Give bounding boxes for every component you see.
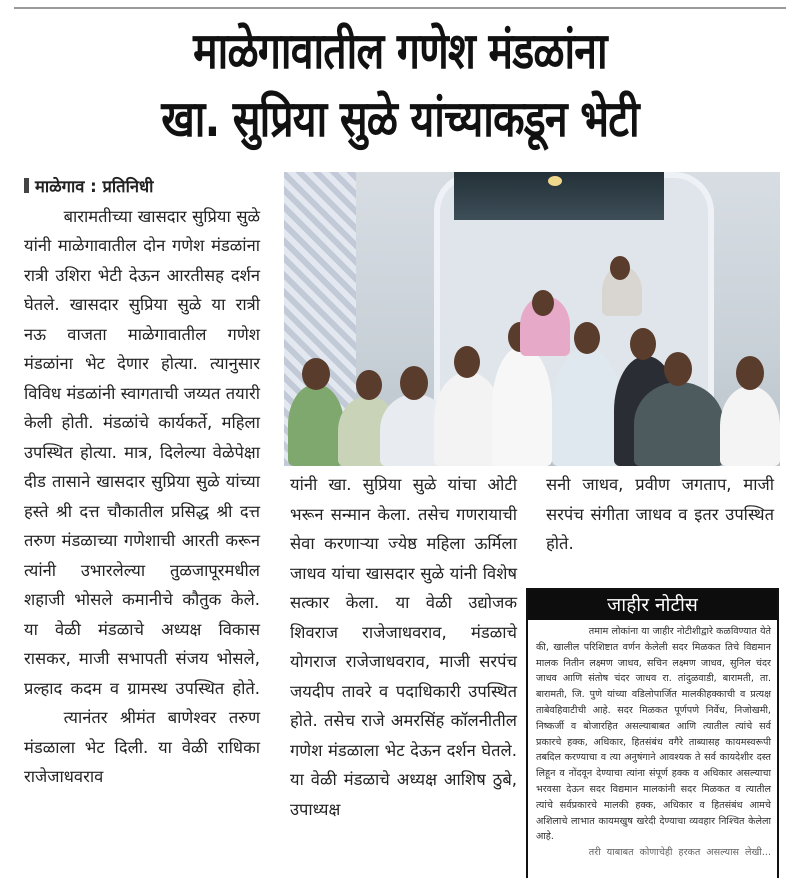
text-line: गणेश मंडळाला भेट देऊन [290, 740, 442, 760]
article-photo [284, 172, 780, 466]
lamp [548, 176, 562, 186]
notice-line: जाधव, सुनिल चंदर जाधव आणि संतोष चंदर जाधव [536, 657, 771, 685]
text-line: सुप्रिया सुळे या रात्री नऊ वाजता [24, 295, 260, 344]
text-line: राजे अमरसिंह कॉलनीतील [361, 711, 517, 730]
headline-line-2: खा. सुप्रिया सुळे यांच्याकडून भेटी [161, 90, 639, 148]
notice-line: हक्क व अधिकार असल्याचा भरवसा देऊन सदर विद्यमान [536, 768, 771, 795]
dateline-marker [24, 178, 29, 193]
headline [0, 18, 800, 152]
text-line: महिला उपस्थित होत्या. मात्र, [24, 413, 260, 462]
notice-line: तिचे विद्यमान मालक नितीन लक्ष्मण जाधव, सचिन लक्ष्मण [536, 641, 771, 669]
text-line: बारामतीच्या खासदार सुप्रिया [63, 206, 231, 226]
text-line: मंडळांनी स्वागताची जय्यत तयारी [66, 383, 260, 403]
notice-line: आहे. [536, 831, 554, 843]
text-line: सनी जाधव, प्रवीण जगताप, [546, 475, 732, 494]
text-line: उद्योजक शिवराज राजेजाधवराव, [290, 593, 517, 642]
paragraph-1 [24, 202, 260, 704]
notice-line: हक्क, अधिकार, हितसंबंध वगैरे ताब्यासह कायमस्वरूपी [567, 736, 771, 748]
notice-line-cut: तरी याबाबत कोणाचेही हरकत असल्यास लेखी... [588, 847, 771, 859]
text-line: वेळी राधिका राजेजाधवराव [24, 737, 261, 786]
text-line: त्यानंतर श्रीमंत बाणेश्वर [63, 708, 217, 727]
article-column-right [546, 470, 774, 559]
article-column-left [24, 172, 260, 792]
text-line: यांनी खा. सुप्रिया सुळे यांचा [290, 475, 477, 494]
text-line: विशेष सत्कार केला. या वेळी [290, 563, 517, 612]
notice-line: कायदेशीर दस्त लिहून व नोंदवून देण्याचा त्यांना संपूर्ण [536, 752, 771, 780]
notice-line: लाभात कायमखुष खरेदी देण्याचा व्यवहार निश्चित केलेला [571, 815, 771, 827]
text-line: माजी सरपंच जयदीप तावरे व [290, 652, 517, 701]
text-line: पदाधिकारी उपस्थित होते. तसेच [290, 681, 517, 730]
group-of-people [284, 266, 780, 466]
notice-line: येते की, खालील परिशिष्टात वर्णन केलेली सदर मिळकत [536, 626, 771, 653]
text-line: उपस्थित होते. [175, 678, 261, 698]
text-line: दिलेल्या वेळेपेक्षा दीड तासाने [24, 442, 260, 491]
text-line: सुळे यांनी माळेगावातील दोन गणेश [24, 206, 261, 255]
text-line: तसेच गणरायाची सेवा करणाऱ्या [290, 504, 517, 553]
text-line: अध्यक्ष आशिष ठुबे, उपाध्यक्ष [290, 770, 517, 819]
public-notice-box [526, 588, 779, 878]
notice-line: आहे. सदर मिळकत पूर्णपणे निर्वेध, निजोखमी, निष्कर्जी व [536, 704, 771, 732]
notice-line: वडिलोपार्जित मालकीहक्काची व प्रत्यक्ष ताबेवहिवाटीची [536, 689, 771, 716]
top-rule [14, 7, 786, 9]
notice-line: मालकांनी सदर मिळकत व त्यातील त्यांचे सर्वप्रकारचे [536, 783, 772, 811]
dateline [24, 172, 260, 202]
paragraph-3 [290, 470, 517, 824]
text-line: आरती करून त्यांनी उभारलेल्या [24, 531, 261, 580]
notice-line: तमाम लोकांना या जाहीर नोटीशीद्वारे कळविण्यात [588, 626, 757, 637]
paragraph-2 [24, 703, 260, 792]
notice-line: रा. तांदुळवाडी, बारामती, ता. बारामती, जि. पुणे यांच्या [536, 673, 771, 701]
notice-line: मालकी हक्क, अधिकार व हितसंबंध आमचे अशिलाचे [536, 799, 771, 827]
text-line: रासकर, माजी सभापती संजय [24, 649, 209, 668]
text-line: श्री दत्त तरुण मंडळाच्या गणेशाची [24, 501, 260, 550]
text-line: तुळजापूरमधील शहाजी भोसले [24, 560, 260, 609]
text-line: केली होती. मंडळांचे कार्यकर्ते, [24, 413, 213, 432]
text-line: ज्येष्ठ महिला ऊर्मिला जाधव [290, 534, 517, 583]
text-line: माळेगावातील गणेश मंडळांना भेट [24, 324, 260, 373]
article-column-middle [290, 470, 517, 824]
text-line: वेळी मंडळाचे अध्यक्ष विकास [54, 619, 260, 639]
text-line: हस्ते श्री दत्त चौकातील प्रसिद्ध [24, 501, 209, 521]
text-line: खासदार सुप्रिया सुळे यांच्या [96, 472, 260, 491]
text-line: मंडळाचे योगराज राजेजाधवराव, [290, 622, 517, 671]
notice-line: बोजारहित असल्याबाबत आणि त्यातील त्यांचे सर्व प्रकारचे [536, 720, 772, 748]
text-line: दर्शन घेतले. या वेळी मंडळाचे [290, 740, 517, 789]
notice-title: जाहीर नोटीस [528, 590, 777, 620]
text-line: देणार होत्या. त्यानुसार विविध [24, 354, 260, 403]
text-line: कमानीचे कौतुक केले. या [24, 590, 261, 639]
text-line: भोसले, प्रल्हाद कदम व ग्रामस्थ [24, 649, 260, 698]
dateline-text: माळेगाव : प्रतिनिधी [35, 177, 154, 196]
text-line: यांचा खासदार सुळे यांनी [331, 563, 478, 583]
notice-line: तबदिल करण्याचा व त्या अनुषंगाने आवश्यक ते सर्व [536, 752, 716, 764]
text-line: तरुण मंडळाला भेट दिली. या [24, 708, 261, 757]
notice-body [528, 620, 777, 861]
text-line: इतर उपस्थित होते. [546, 504, 774, 553]
text-line: माजी सरपंच संगीता जाधव व [546, 475, 774, 524]
paragraph-4 [546, 470, 774, 559]
text-line: मंडळांना रात्री उशिरा भेटी देऊन [24, 236, 261, 285]
text-line: ओटी भरून सन्मान केला. [290, 475, 518, 524]
headline-line-1: माळेगावातील गणेश मंडळांना [193, 22, 607, 80]
text-line: आरतीसह दर्शन घेतले. खासदार [24, 265, 261, 314]
